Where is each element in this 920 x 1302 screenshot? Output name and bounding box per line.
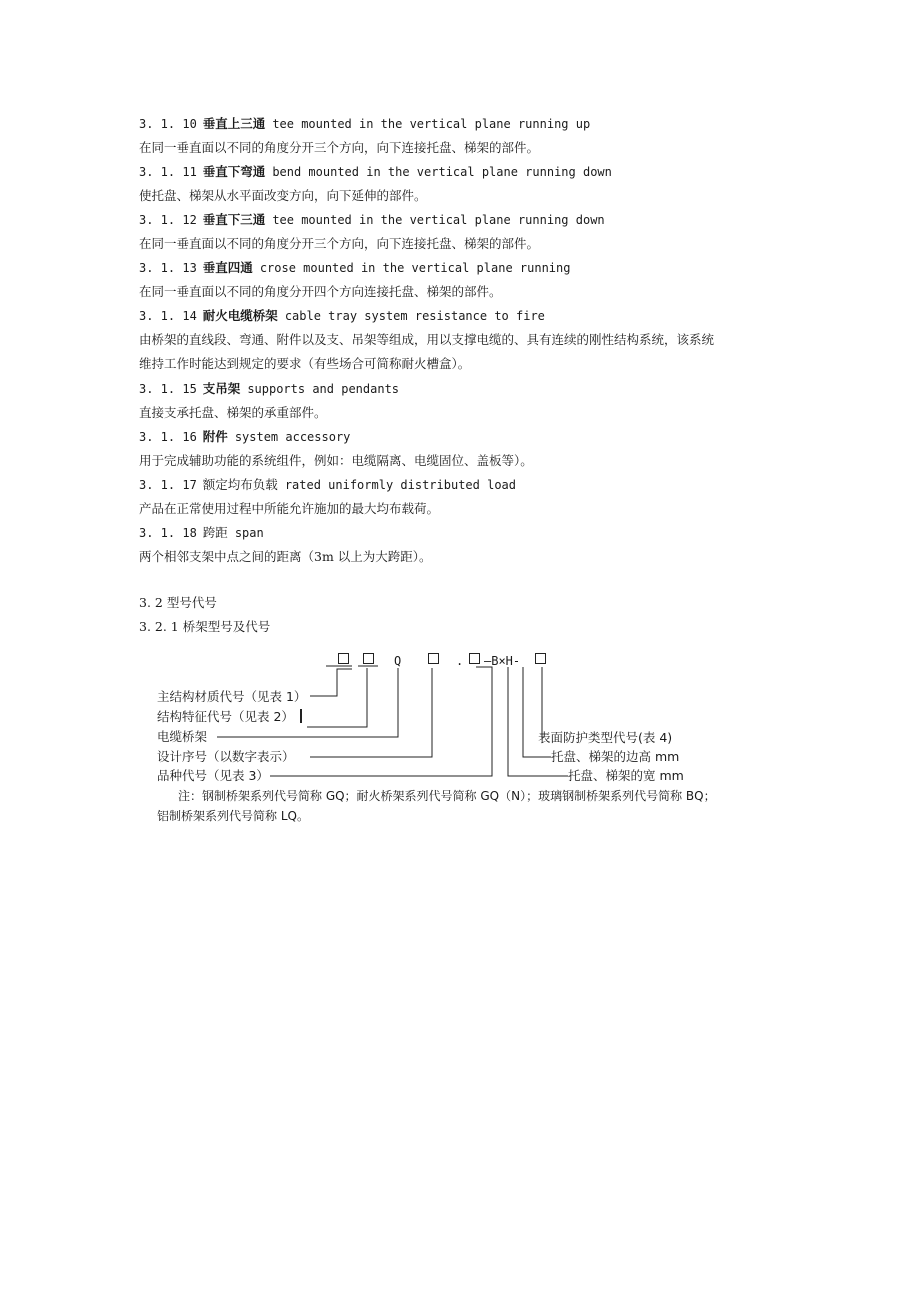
term-en: tee mounted in the vertical plane running up [272, 117, 591, 131]
section-description: 直接支承托盘、梯架的承重部件。 [139, 405, 327, 420]
term-en: span [234, 526, 264, 540]
label-height: 托盘、梯架的边高 mm [551, 749, 680, 764]
section-description-cont: 维持工作时能达到规定的要求（有些场合可简称耐火槽盒）。 [139, 356, 471, 371]
label-variety: 品种代号（见表 3） [157, 768, 269, 783]
section-number: 3. 1. 15 [139, 382, 197, 396]
term-zh: 耐火电缆桥架 [202, 308, 278, 323]
section-number: 3. 1. 16 [139, 430, 197, 444]
term-zh: 垂直四通 [202, 260, 253, 275]
term-en: tee mounted in the vertical plane running down [272, 213, 605, 227]
term-zh: 额定均布负载 [202, 477, 278, 492]
code-box [535, 653, 546, 664]
code-box [469, 653, 480, 664]
label-structure: 结构特征代号（见表 2） [157, 709, 294, 724]
section-number: 3. 1. 17 [139, 478, 197, 492]
section-description: 产品在正常使用过程中所能允许施加的最大均布载荷。 [139, 501, 440, 516]
term-zh: 附件 [202, 429, 228, 444]
section-number: 3. 1. 13 [139, 261, 197, 275]
term-en: supports and pendants [247, 382, 400, 396]
section-number: 3. 1. 10 [139, 117, 197, 131]
section-number: 3. 1. 18 [139, 526, 197, 540]
label-design: 设计序号（以数字表示） [157, 749, 295, 764]
label-surface: 表面防护类型代号(表 4) [538, 730, 673, 745]
section-number: 3. 1. 12 [139, 213, 197, 227]
section-description: 用于完成辅助功能的系统组件，例如：电缆隔离、电缆固位、盖板等）。 [139, 453, 533, 468]
term-en: cable tray system resistance to fire [284, 309, 545, 323]
code-box [363, 653, 374, 664]
code-bh: —B×H- [484, 654, 521, 668]
term-zh: 支吊架 [202, 381, 241, 396]
leader-line-design [310, 668, 432, 757]
term-en: system accessory [234, 430, 351, 444]
section-number: 3. 1. 14 [139, 309, 197, 323]
diagram-note: 注：钢制桥架系列代号简称 GQ；耐火桥架系列代号简称 GQ（N）；玻璃钢制桥架系列代号简称 BQ； [178, 789, 716, 803]
term-zh: 垂直上三通 [202, 116, 266, 131]
section-description: 在同一垂直面以不同的角度分开三个方向，向下连接托盘、梯架的部件。 [139, 140, 540, 155]
section-description: 使托盘、梯架从水平面改变方向，向下延伸的部件。 [139, 188, 427, 203]
code-dot: . [456, 654, 464, 668]
label-tray: 电缆桥架 [157, 729, 208, 744]
term-zh: 垂直下三通 [202, 212, 266, 227]
section-description: 在同一垂直面以不同的角度分开四个方向连接托盘、梯架的部件。 [139, 284, 502, 299]
code-box [338, 653, 349, 664]
code-box [428, 653, 439, 664]
diagram-note-cont: 铝制桥架系列代号简称 LQ。 [157, 809, 309, 823]
code-q: Q [394, 654, 402, 668]
term-zh: 跨距 [202, 525, 228, 540]
section-description: 两个相邻支架中点之间的距离（3m 以上为大跨距）。 [139, 549, 432, 564]
term-zh: 垂直下弯通 [202, 164, 266, 179]
section-description: 在同一垂直面以不同的角度分开三个方向，向下连接托盘、梯架的部件。 [139, 236, 540, 251]
term-en: crose mounted in the vertical plane running [259, 261, 571, 275]
term-en: bend mounted in the vertical plane running down [272, 165, 612, 179]
label-material: 主结构材质代号（见表 1） [157, 689, 307, 704]
section-description: 由桥架的直线段、弯通、附件以及支、吊架等组成，用以支撑电缆的、具有连续的刚性结构系统，该系统 [139, 332, 715, 347]
section-number: 3. 1. 11 [139, 165, 197, 179]
term-en: rated uniformly distributed load [284, 478, 516, 492]
subsection-heading: 3. 2. 1 桥架型号及代号 [139, 619, 271, 634]
leader-line-variety [270, 667, 492, 776]
subsection-heading: 3. 2 型号代号 [139, 595, 217, 610]
label-width: 托盘、梯架的宽 mm [568, 768, 684, 783]
leader-line-material [310, 669, 352, 696]
